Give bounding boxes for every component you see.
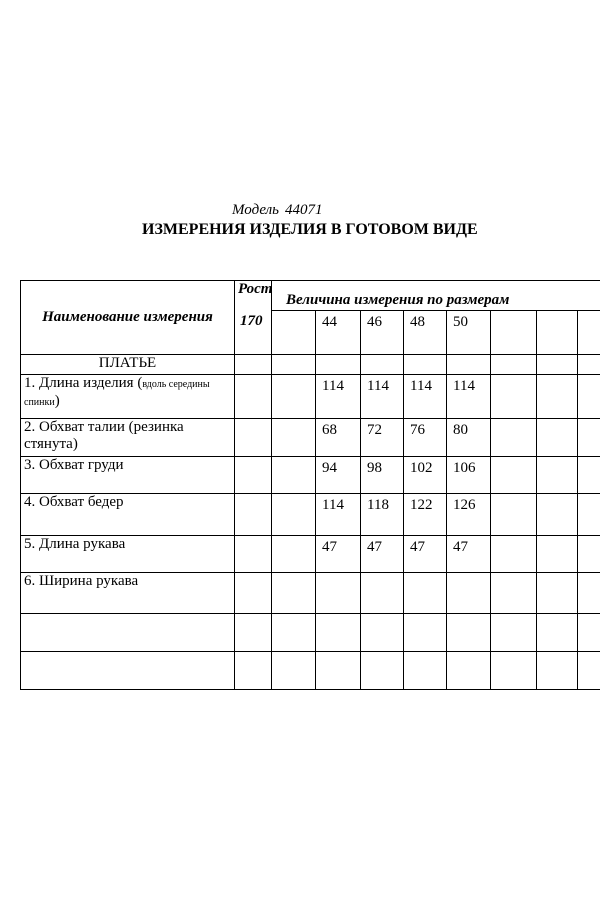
value-cell: 106 — [447, 457, 491, 494]
table-cell — [537, 355, 578, 375]
value-cell: 122 — [404, 494, 447, 536]
table-row — [21, 375, 600, 419]
height-value: 170 — [235, 311, 272, 355]
table-row — [21, 457, 600, 494]
size-cell-empty — [578, 311, 600, 355]
value-cell: 102 — [404, 457, 447, 494]
value-cell — [316, 573, 361, 614]
table-cell — [272, 614, 316, 652]
measurement-name: 1. Длина изделия (вдоль середины спинки) — [21, 375, 235, 419]
value-cell: 94 — [316, 457, 361, 494]
table-cell — [235, 652, 272, 690]
value-cell — [404, 573, 447, 614]
table-cell — [272, 573, 316, 614]
value-cell: 68 — [316, 419, 361, 457]
value-cell: 72 — [361, 419, 404, 457]
height-header: Рост — [235, 281, 272, 311]
table-cell — [578, 652, 600, 690]
table-cell — [235, 457, 272, 494]
value-cell: 114 — [404, 375, 447, 419]
value-cell: 114 — [316, 375, 361, 419]
table-cell — [491, 614, 537, 652]
table-row — [21, 536, 600, 573]
size-cell-empty — [491, 311, 537, 355]
table-cell — [272, 536, 316, 573]
empty-row — [21, 614, 600, 652]
table-cell — [537, 419, 578, 457]
value-cell: 80 — [447, 419, 491, 457]
table-cell — [491, 355, 537, 375]
table-cell — [404, 614, 447, 652]
value-cell: 47 — [404, 536, 447, 573]
table-cell — [537, 573, 578, 614]
table-cell — [361, 652, 404, 690]
table-cell — [537, 375, 578, 419]
table-row — [21, 573, 600, 614]
table-cell — [491, 419, 537, 457]
table-cell — [404, 355, 447, 375]
table-cell — [491, 494, 537, 536]
table-cell — [272, 355, 316, 375]
table-cell — [272, 375, 316, 419]
table-cell — [491, 375, 537, 419]
table-cell — [491, 536, 537, 573]
table-row — [21, 419, 600, 457]
table-cell — [235, 355, 272, 375]
size-50: 50 — [447, 311, 491, 355]
table-cell — [447, 614, 491, 652]
value-cell: 126 — [447, 494, 491, 536]
value-cell: 114 — [447, 375, 491, 419]
table-cell — [491, 573, 537, 614]
measurement-name: 5. Длина рукава — [21, 536, 235, 573]
measurements-table — [20, 280, 600, 690]
table-cell — [361, 355, 404, 375]
value-cell: 114 — [361, 375, 404, 419]
table-cell — [537, 652, 578, 690]
table-cell — [404, 652, 447, 690]
table-cell — [537, 536, 578, 573]
table-cell — [235, 375, 272, 419]
table-cell — [316, 652, 361, 690]
table-cell — [578, 419, 600, 457]
size-44: 44 — [316, 311, 361, 355]
model-label — [232, 202, 323, 219]
table-cell — [272, 652, 316, 690]
model-number: 44071 — [285, 202, 323, 218]
measurement-name: 6. Ширина рукава — [21, 573, 235, 614]
table-cell — [235, 494, 272, 536]
table-row — [21, 494, 600, 536]
value-cell: 98 — [361, 457, 404, 494]
value-cell: 47 — [447, 536, 491, 573]
table-cell — [491, 457, 537, 494]
measurement-name: 2. Обхват талии (резинка стянута) — [21, 419, 235, 457]
measurement-note: вдоль середины спинки — [24, 379, 210, 408]
measurement-name-header: Наименование измерения — [21, 281, 235, 355]
table-cell — [537, 494, 578, 536]
size-48: 48 — [404, 311, 447, 355]
table-cell — [491, 652, 537, 690]
table-cell — [235, 614, 272, 652]
value-cell — [447, 573, 491, 614]
table-cell — [537, 457, 578, 494]
size-46: 46 — [361, 311, 404, 355]
size-cell-empty — [272, 311, 316, 355]
table-cell — [578, 457, 600, 494]
table-cell — [21, 614, 235, 652]
table-cell — [578, 573, 600, 614]
size-cell-empty — [537, 311, 578, 355]
table-cell — [578, 375, 600, 419]
table-cell — [272, 419, 316, 457]
document-title: ИЗМЕРЕНИЯ ИЗДЕЛИЯ В ГОТОВОМ ВИДЕ — [142, 221, 478, 238]
sizes-header: Величина измерения по размерам — [272, 281, 600, 311]
section-row — [21, 355, 600, 375]
measurement-name: 4. Обхват бедер — [21, 494, 235, 536]
table-cell — [447, 652, 491, 690]
table-cell — [235, 419, 272, 457]
table-cell — [316, 614, 361, 652]
table-cell — [272, 457, 316, 494]
value-cell: 47 — [316, 536, 361, 573]
table-cell — [578, 536, 600, 573]
table-cell — [447, 355, 491, 375]
table-cell — [578, 355, 600, 375]
empty-row — [21, 652, 600, 690]
table-cell — [361, 614, 404, 652]
table-cell — [21, 652, 235, 690]
measurement-name: 3. Обхват груди — [21, 457, 235, 494]
header-row-1 — [21, 281, 600, 311]
value-cell — [361, 573, 404, 614]
table-cell — [537, 614, 578, 652]
value-cell: 76 — [404, 419, 447, 457]
table-cell — [316, 355, 361, 375]
value-cell: 47 — [361, 536, 404, 573]
table-cell — [272, 494, 316, 536]
value-cell: 118 — [361, 494, 404, 536]
table-cell — [235, 573, 272, 614]
value-cell: 114 — [316, 494, 361, 536]
table-cell — [578, 614, 600, 652]
section-title: ПЛАТЬЕ — [21, 355, 235, 375]
measurements-table-wrapper — [20, 280, 600, 690]
table-cell — [235, 536, 272, 573]
model-word: Модель — [232, 202, 280, 218]
table-cell — [578, 494, 600, 536]
